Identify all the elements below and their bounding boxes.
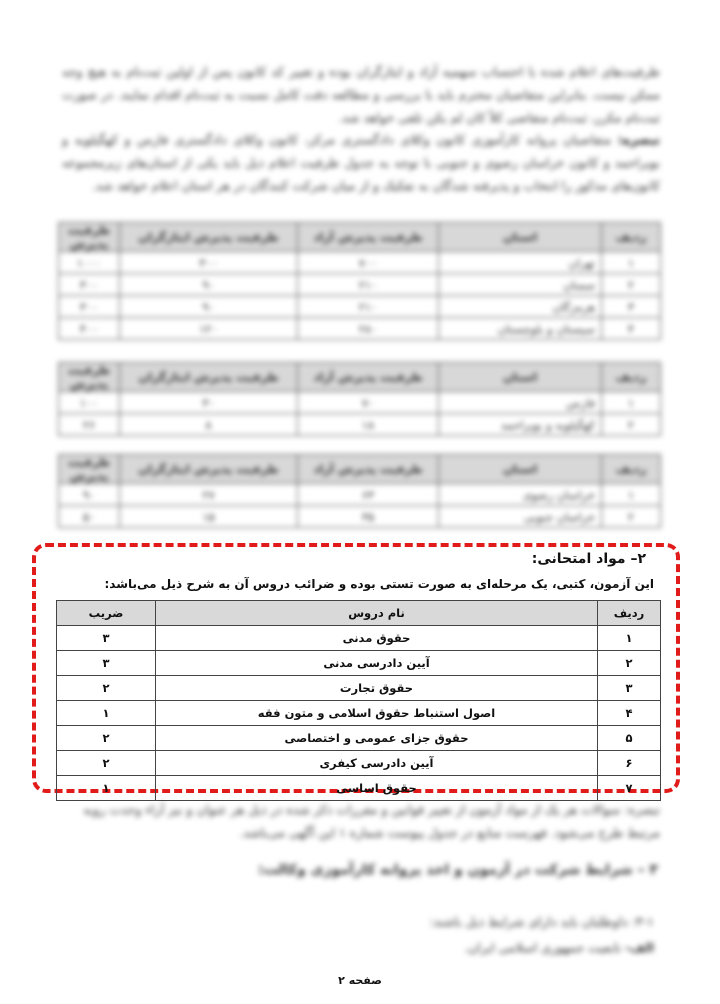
exam-section-description: این آزمون، کتبی، یک مرحله‌ای به صورت تستی بوده و ضرائب دروس آن به شرح ذیل می‌باشد: (104, 577, 654, 591)
header-total: ظرفیت پذیرش (59, 223, 120, 252)
header-total: ظرفیت پذیرش (59, 455, 120, 484)
table-row (57, 651, 661, 676)
cell: ۳۰ (120, 392, 298, 414)
header-veterans: ظرفیت پذیرش ایثارگران (120, 223, 298, 252)
table-row (59, 318, 661, 340)
table-row (57, 726, 661, 751)
capacity-table-1 (58, 222, 661, 340)
table-row (59, 296, 661, 318)
header-course-name: نام دروس (156, 601, 598, 626)
row-number: ۳ (598, 676, 661, 701)
coefficient: ۱ (57, 701, 156, 726)
cell: خراسان رضوی (439, 484, 602, 506)
cell: ۲۶ (59, 414, 120, 436)
row-number: ۴ (598, 701, 661, 726)
cell: کهگیلویه و بویراحمد (439, 414, 602, 436)
alef-label: الف- (624, 940, 654, 955)
row-number: ۶ (598, 751, 661, 776)
exam-section-title: ۲– مواد امتحانی: (531, 551, 646, 567)
table-row (57, 626, 661, 651)
coefficient: ۳ (57, 651, 156, 676)
coefficient: ۲ (57, 751, 156, 776)
course-name: حقوق تجارت (156, 676, 598, 701)
table-header-row (59, 223, 661, 252)
table-row (59, 506, 661, 528)
cell: ۱۰۰ (59, 392, 120, 414)
header-province: استان (439, 455, 602, 484)
header-free: ظرفیت پذیرش آزاد (298, 455, 439, 484)
cell: ۹۰ (120, 274, 298, 296)
cell: ۳۰۰ (59, 274, 120, 296)
note-paragraph (62, 128, 660, 197)
cell: ۲۱۰ (298, 296, 439, 318)
cell: ۵۰ (59, 506, 120, 528)
table-row (59, 392, 661, 414)
cell: ۲ (602, 506, 661, 528)
cell: سمنان (439, 274, 602, 296)
coefficient: ۲ (57, 676, 156, 701)
coefficient: ۲ (57, 726, 156, 751)
table-header-row (59, 455, 661, 484)
header-province: استان (439, 223, 602, 252)
header-veterans: ظرفیت پذیرش ایثارگران (120, 363, 298, 392)
note-body: متقاضیان پروانه کارآموزی کانون وکلای دادگستری مرکز، کانون وکلای دادگستری فارس و کهگیلویه و بویراحمد و کانون خراسان رضوی و جنوبی با توجه به جدول ظرفیت اعلام ذیل باید یکی از استان‌های زیرمجموعه کانون‌های مذکور را انتخاب و پذیرفته شدگان به تفکیک و از میان شرکت کنندگان در هر استان اعلام خواهد شد. (62, 132, 660, 193)
cell: ۲۱۰ (298, 274, 439, 296)
cell: ۱ (602, 252, 661, 274)
after-exam-paragraph: تبصره: سوالات هر یک از مواد آزمون از تغییر قوانین و مقررات ذکر شده در ذیل هر عنوان و نیز آراء وحدت رویه مرتبط طرح می‌شود. فهرست منابع در جدول پیوست شماره ۱ این آگهی می‌باشد. (83, 802, 660, 840)
cell: ۲۸۰ (298, 318, 439, 340)
cell: ۳ (602, 296, 661, 318)
header-row-col: ردیف (602, 363, 661, 392)
alef-line (464, 940, 654, 955)
cell: ۱۵ (120, 506, 298, 528)
table-row (59, 484, 661, 506)
course-name: حقوق مدنی (156, 626, 598, 651)
cell: ۲۷ (120, 484, 298, 506)
course-name: آیین دادرسی کیفری (156, 751, 598, 776)
header-row-col: ردیف (602, 455, 661, 484)
header-total: ظرفیت پذیرش (59, 363, 120, 392)
header-free: ظرفیت پذیرش آزاد (298, 223, 439, 252)
cell: ۱۸ (298, 414, 439, 436)
cell: ۳۰۰ (120, 252, 298, 274)
intro-text: ظرفیت‌های اعلام شده با احتساب سهمیه آزاد و ایثارگران بوده و تغییر کد کانون پس از اولین ثبت‌نام به هیچ وجه ممکن نیست. بنابراین متقاضیان محترم باید با بررسی و مطالعه دقت کامل نسبت به ثبت‌نام اقدام نمایند. در صورت ثبت‌نام مکرر، ثبت‌نام متقاضی کلاً کان لم یکن تلقی خواهد شد. (62, 64, 660, 125)
cell: ۴ (602, 318, 661, 340)
table-row (57, 676, 661, 701)
cell: ۷۰ (298, 392, 439, 414)
table-row (59, 414, 661, 436)
coefficient: ۱ (57, 776, 156, 801)
header-province: استان (439, 363, 602, 392)
course-name: حقوق جزای عمومی و اختصاصی (156, 726, 598, 751)
cell: ۷۰۰ (298, 252, 439, 274)
capacity-table-3 (58, 454, 661, 528)
page-number: صفحه ۲ (338, 974, 382, 987)
alef-text: تابعیت جمهوری اسلامی ایران. (464, 940, 625, 955)
cell: ۲ (602, 274, 661, 296)
exam-subjects-table (56, 600, 661, 801)
cell: هرمزگان (439, 296, 602, 318)
row-number: ۲ (598, 651, 661, 676)
table-row (57, 776, 661, 801)
cell: ۶۳ (298, 484, 439, 506)
header-veterans: ظرفیت پذیرش ایثارگران (120, 455, 298, 484)
table-row (57, 751, 661, 776)
cell: ۱۲۰ (120, 318, 298, 340)
cell: ۴۰۰ (59, 318, 120, 340)
intro-paragraph (62, 60, 660, 129)
cell: ۱۰۰۰ (59, 252, 120, 274)
course-name: حقوق اساسی (156, 776, 598, 801)
header-row-col: ردیف (602, 223, 661, 252)
condition-line: ۳-۱: داوطلبان باید دارای شرایط ذیل باشند: (429, 914, 654, 929)
cell: ۲ (602, 414, 661, 436)
table-header-row (57, 601, 661, 626)
cell: ۹۰ (59, 484, 120, 506)
course-name: اصول استنباط حقوق اسلامی و متون فقه (156, 701, 598, 726)
cell: ۹۰ (120, 296, 298, 318)
header-row-number: ردیف (598, 601, 661, 626)
coefficient: ۳ (57, 626, 156, 651)
course-name: آیین دادرسی مدنی (156, 651, 598, 676)
table-header-row (59, 363, 661, 392)
row-number: ۷ (598, 776, 661, 801)
cell: تهران (439, 252, 602, 274)
note-label: تبصره: (617, 132, 660, 147)
cell: سیستان و بلوچستان (439, 318, 602, 340)
cell: ۳۰۰ (59, 296, 120, 318)
table-row (59, 252, 661, 274)
section-3-heading: ۳ – شرایط شرکت در آزمون و اخذ پروانه کارآموزی وکالت: (257, 862, 658, 878)
row-number: ۱ (598, 626, 661, 651)
cell: ۱ (602, 392, 661, 414)
cell: ۸ (120, 414, 298, 436)
table-row (57, 701, 661, 726)
cell: ۱ (602, 484, 661, 506)
cell: خراسان جنوبی (439, 506, 602, 528)
capacity-table-2 (58, 362, 661, 436)
row-number: ۵ (598, 726, 661, 751)
cell: ۳۵ (298, 506, 439, 528)
cell: فارس (439, 392, 602, 414)
table-row (59, 274, 661, 296)
header-coefficient: ضریب (57, 601, 156, 626)
header-free: ظرفیت پذیرش آزاد (298, 363, 439, 392)
